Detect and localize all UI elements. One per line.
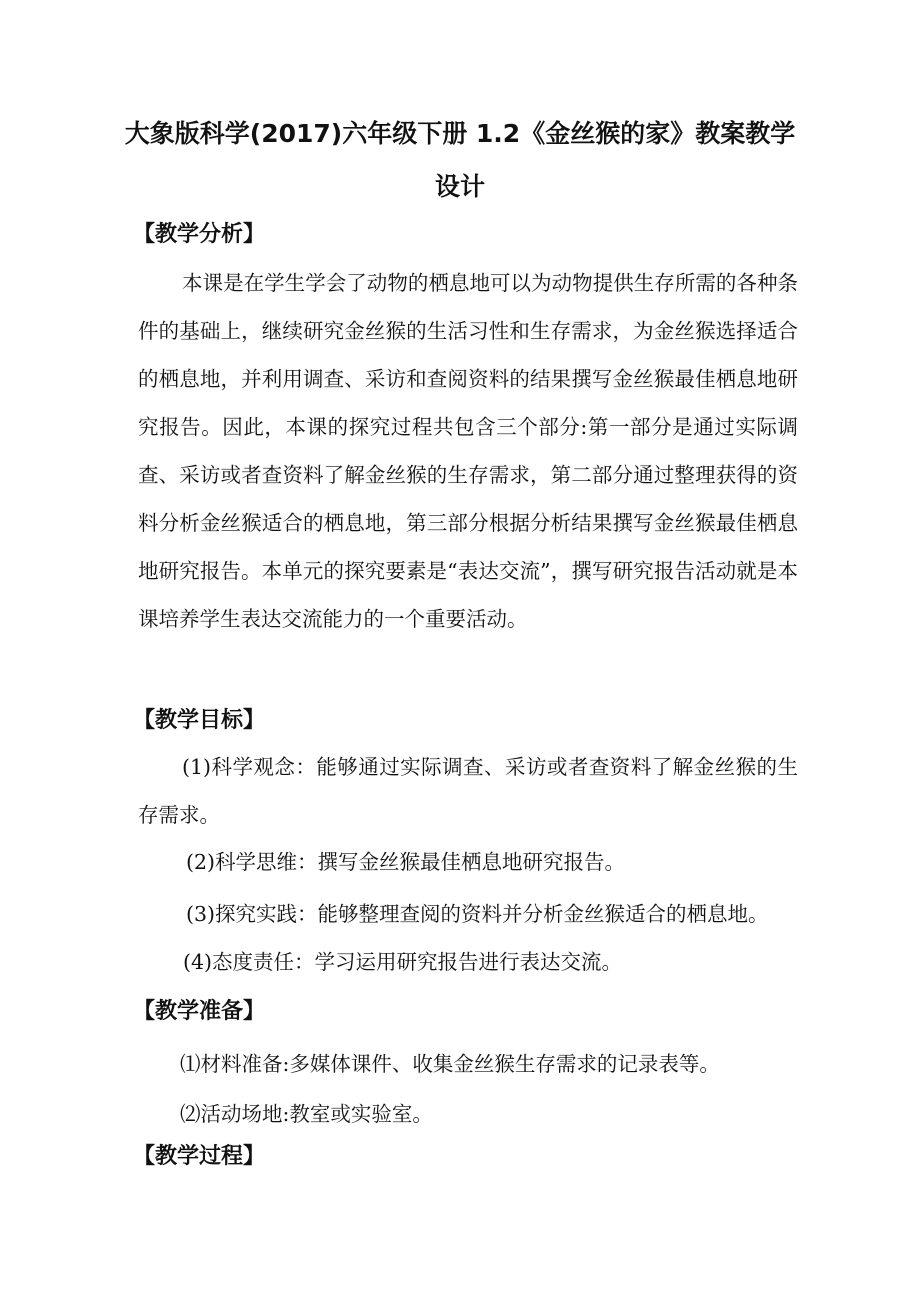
goal-item-2: (2)科学思维：撰写金丝猴最佳栖息地研究报告。 (186, 850, 626, 874)
goal-item-1: (1)科学观念：能够通过实际调查、采访或者查资料了解金丝猴的生存需求。 (138, 755, 798, 827)
goal-item-3: (3)探究实践：能够整理查阅的资料并分析金丝猴适合的栖息地。 (186, 902, 769, 926)
goal-item-4: (4)态度责任：学习运用研究报告进行表达交流。 (183, 950, 623, 974)
document-title-line-2: 设计 (434, 172, 485, 201)
section-heading-preparation: 【教学准备】 (133, 999, 266, 1024)
document-title-line-1: 大象版科学(2017)六年级下册 1.2《金丝猴的家》教案教学 (124, 119, 796, 148)
preparation-item-1: ⑴材料准备:多媒体课件、收集金丝猴生存需求的记录表等。 (180, 1052, 720, 1076)
section-heading-process: 【教学过程】 (133, 1144, 266, 1169)
analysis-paragraph: 本课是在学生学会了动物的栖息地可以为动物提供生存所需的各种条件的基础上，继续研究金丝猴的生活习性和生存需求，为金丝猴选择适合的栖息地，并利用调查、采访和查阅资料的结果撰写金丝猴最佳栖息地研究报告。因此，本课的探究过程共包含三个部分:第一部分是通过实际调查、采访或者查资料了解金丝猴的生存需求，第二部分通过整理获得的资料分析金丝猴适合的栖息地，第三部分根据分析结果撰写金丝猴最佳栖息地研究报告。本单元的探究要素是“表达交流”，撰写研究报告活动就是本课培养学生表达交流能力的一个重要活动。 (138, 271, 798, 631)
section-heading-analysis: 【教学分析】 (133, 222, 266, 247)
section-heading-goals: 【教学目标】 (133, 708, 266, 733)
preparation-item-2: ⑵活动场地:教室或实验室。 (180, 1102, 433, 1126)
